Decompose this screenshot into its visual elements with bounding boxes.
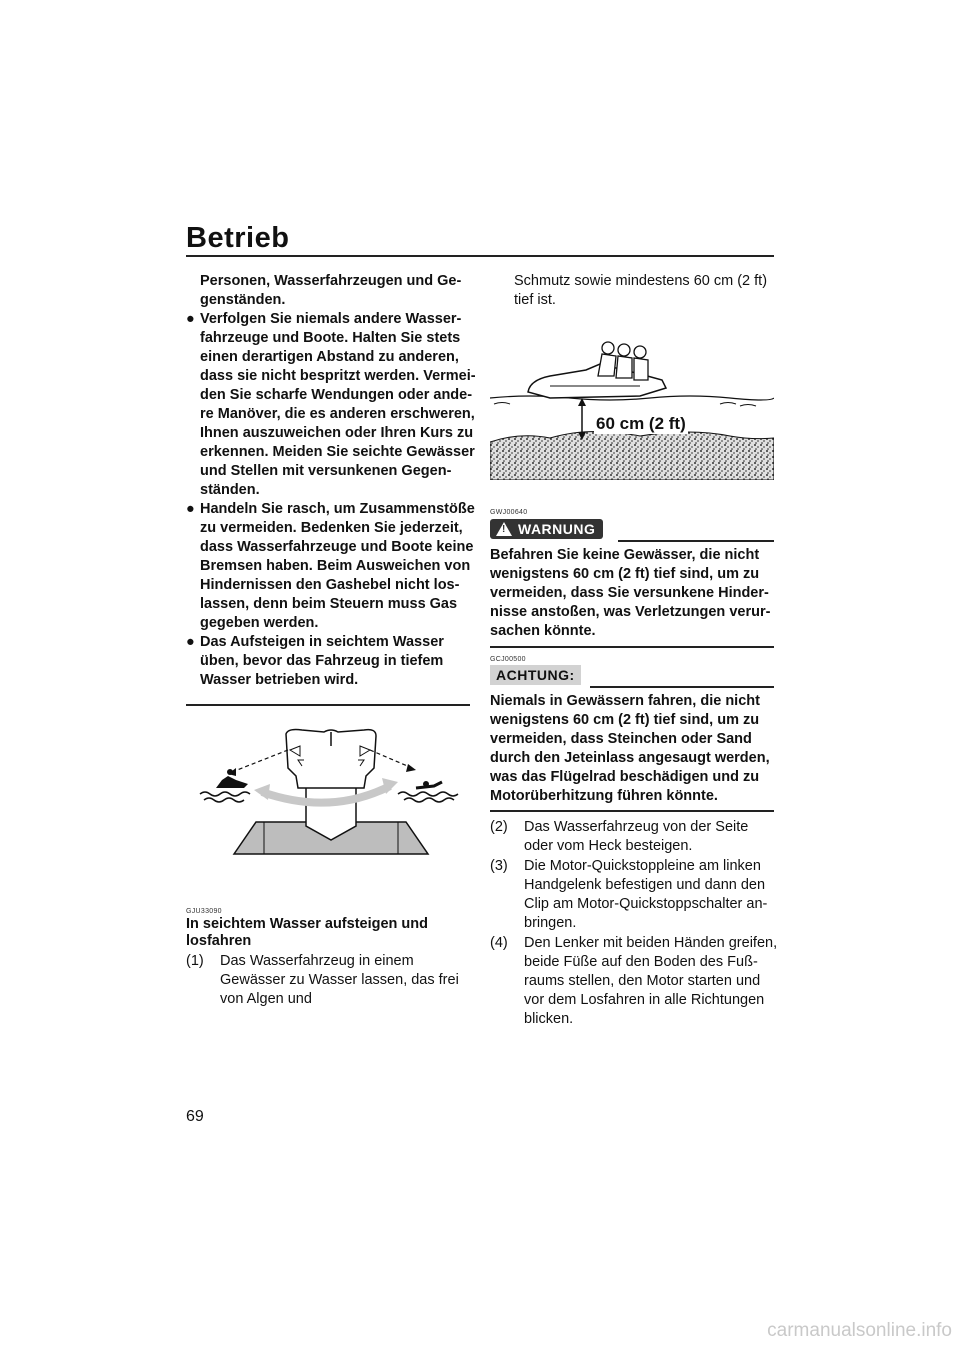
header-rule (186, 255, 774, 257)
step-number: (2) (490, 819, 508, 835)
watermark: carmanualsonline.info (767, 1320, 952, 1341)
depth-illustration (490, 336, 774, 480)
depth-label: 60 cm (2 ft) (596, 414, 686, 433)
bullet-dot-icon: ● (186, 311, 195, 327)
left-text-block (186, 272, 476, 690)
bullet-continuation: Personen, Wasserfahrzeugen und Gegenständen. (200, 273, 462, 308)
caution-label: ACHTUNG: (490, 665, 581, 685)
bullet-text: Das Aufsteigen in seichtem Wasser üben, bevor das Fahrzeug in tiefem Wasser betrieben wird. (200, 634, 444, 688)
caution-code: GCJ00500 (490, 656, 526, 663)
steps-list (490, 818, 780, 1029)
page-title: Betrieb (186, 222, 290, 254)
step-1-continued: Schmutz sowie mindestens 60 cm (2 ft) tief ist. (514, 273, 768, 308)
step-number: (3) (490, 858, 508, 874)
look-around-illustration (198, 728, 462, 856)
warning-code: GWJ00640 (490, 509, 528, 516)
caution-header-rule (590, 686, 774, 688)
warning-end-rule (186, 704, 470, 706)
step-number: (1) (186, 953, 204, 969)
step-text: Die Motor-Quickstoppleine am linken Handgelenk befestigen und dann den Clip am Motor-Quickstoppschalter anbringen. (524, 858, 768, 931)
warning-label: WARNUNG (518, 521, 596, 537)
step-item (490, 934, 780, 1029)
bullet-item (186, 310, 476, 500)
caution-text: Niemals in Gewässern fahren, die nicht wenigstens 60 cm (2 ft) tief sind, um zu vermeiden, dass Steinchen oder Sand durch den Jeteinlass angesaugt werden, was das Flügelrad beschädigen und zu Motorüberhitzung führen könnte. (490, 693, 770, 804)
step-item (490, 818, 780, 856)
step-text: Das Wasserfahrzeug von der Seite oder vom Heck besteigen. (524, 819, 749, 854)
step-item (490, 857, 780, 933)
step-1 (186, 952, 476, 1009)
bullet-dot-icon: ● (186, 501, 195, 517)
warning-badge (490, 519, 603, 541)
warning-text: Befahren Sie keine Gewässer, die nicht wenigstens 60 cm (2 ft) tief sind, um zu vermeiden, dass Sie versunkene Hindernisse anstoßen, was Verletzungen verursachen könnte. (490, 547, 771, 639)
step-text: Den Lenker mit beiden Händen greifen, beide Füße auf den Boden des Fußraums stellen, den Motor starten und vor dem Losfahren in alle Richtungen blicken. (524, 935, 778, 1027)
step-number: (4) (490, 935, 508, 951)
caution-bottom-rule (490, 810, 774, 812)
caution-badge (490, 665, 581, 685)
bullet-text: Verfolgen Sie niemals andere Wasserfahrzeuge und Boote. Halten Sie stets einen derartigen Abstand zu anderen, dass sie nicht bespritzt werden. Vermeiden Sie scharfe Wendungen oder andere Manöver, die es anderen erschweren, Ihnen auszuweichen oder Ihren Kurs zu erkennen. Meiden Sie seichte Gewässer und Stellen mit versunkenen Gegenständen. (200, 311, 476, 498)
section-heading: In seichtem Wasser aufsteigen und losfahren (186, 916, 428, 949)
page-number: 69 (186, 1108, 204, 1125)
step-text: Das Wasserfahrzeug in einem Gewässer zu Wasser lassen, das frei von Algen und (220, 953, 459, 1007)
warning-triangle-icon: ! (496, 522, 512, 536)
warning-bottom-rule (490, 646, 774, 648)
warning-header-rule (618, 540, 774, 542)
bullet-dot-icon: ● (186, 634, 195, 650)
bullet-item (186, 633, 476, 690)
bullet-text: Handeln Sie rasch, um Zusammenstöße zu vermeiden. Bedenken Sie jederzeit, dass Wasserfahrzeuge und Boote keine Bremsen haben. Beim Ausweichen von Hindernissen den Gashebel nicht loslassen, denn beim Steuern muss Gas gegeben werden. (200, 501, 475, 631)
bullet-item (186, 500, 476, 633)
section-code: GJU33090 (186, 908, 222, 915)
